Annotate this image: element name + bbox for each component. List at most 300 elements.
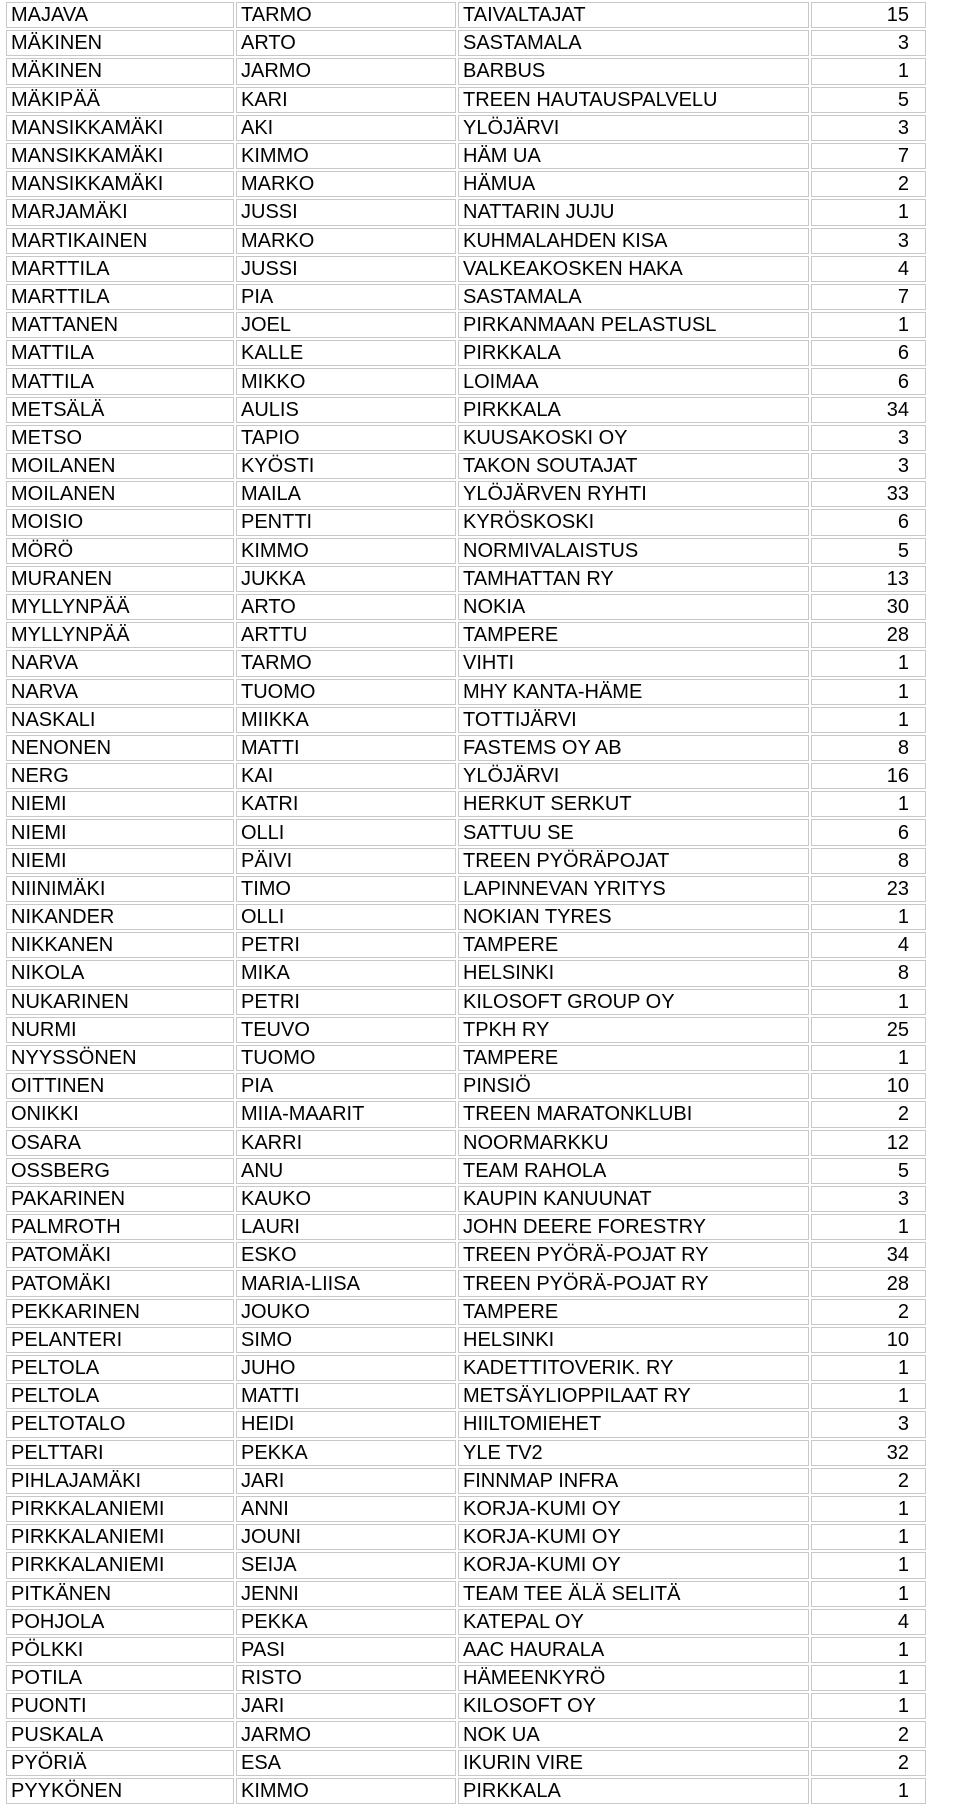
last-name-cell: MANSIKKAMÄKI xyxy=(6,143,234,169)
table-row xyxy=(6,58,926,84)
first-name-cell: PIA xyxy=(236,1073,456,1099)
first-name-cell: PEKKA xyxy=(236,1609,456,1635)
count-cell: 2 xyxy=(811,1101,926,1127)
count-cell: 1 xyxy=(811,58,926,84)
club-cell: LAPINNEVAN YRITYS xyxy=(458,876,809,902)
count-cell: 1 xyxy=(811,1552,926,1578)
count-cell: 6 xyxy=(811,340,926,366)
count-cell: 1 xyxy=(811,1214,926,1240)
last-name-cell: NYYSSÖNEN xyxy=(6,1045,234,1071)
first-name-cell: HEIDI xyxy=(236,1411,456,1437)
count-cell: 1 xyxy=(811,1637,926,1663)
count-cell: 2 xyxy=(811,1468,926,1494)
first-name-cell: PETRI xyxy=(236,932,456,958)
last-name-cell: NIKANDER xyxy=(6,904,234,930)
last-name-cell: MÖRÖ xyxy=(6,538,234,564)
first-name-cell: JARI xyxy=(236,1468,456,1494)
last-name-cell: NERG xyxy=(6,763,234,789)
club-cell: NOKIA xyxy=(458,594,809,620)
last-name-cell: PELANTERI xyxy=(6,1327,234,1353)
count-cell: 1 xyxy=(811,1045,926,1071)
table-row xyxy=(6,256,926,282)
last-name-cell: PITKÄNEN xyxy=(6,1581,234,1607)
club-cell: HÄMUA xyxy=(458,171,809,197)
table-row xyxy=(6,425,926,451)
club-cell: TREEN HAUTAUSPALVELU xyxy=(458,87,809,113)
table-row xyxy=(6,1299,926,1325)
last-name-cell: MÄKINEN xyxy=(6,58,234,84)
table-row xyxy=(6,1017,926,1043)
count-cell: 23 xyxy=(811,876,926,902)
table-row xyxy=(6,1130,926,1156)
count-cell: 28 xyxy=(811,622,926,648)
club-cell: TAMPERE xyxy=(458,1299,809,1325)
club-cell: SASTAMALA xyxy=(458,284,809,310)
first-name-cell: MATTI xyxy=(236,735,456,761)
table-row xyxy=(6,284,926,310)
last-name-cell: NUKARINEN xyxy=(6,989,234,1015)
club-cell: KUHMALAHDEN KISA xyxy=(458,228,809,254)
first-name-cell: JARMO xyxy=(236,1721,456,1747)
table-row xyxy=(6,622,926,648)
first-name-cell: MIIKKA xyxy=(236,707,456,733)
first-name-cell: KAUKO xyxy=(236,1186,456,1212)
last-name-cell: PALMROTH xyxy=(6,1214,234,1240)
last-name-cell: NIINIMÄKI xyxy=(6,876,234,902)
last-name-cell: MATTANEN xyxy=(6,312,234,338)
first-name-cell: TEUVO xyxy=(236,1017,456,1043)
club-cell: TAMPERE xyxy=(458,1045,809,1071)
count-cell: 1 xyxy=(811,1524,926,1550)
count-cell: 28 xyxy=(811,1270,926,1296)
first-name-cell: MIKA xyxy=(236,960,456,986)
last-name-cell: MATTILA xyxy=(6,340,234,366)
table-row xyxy=(6,1552,926,1578)
club-cell: TREEN PYÖRÄPOJAT xyxy=(458,848,809,874)
club-cell: KAUPIN KANUUNAT xyxy=(458,1186,809,1212)
club-cell: NORMIVALAISTUS xyxy=(458,538,809,564)
club-cell: LOIMAA xyxy=(458,368,809,394)
last-name-cell: MARTIKAINEN xyxy=(6,228,234,254)
table-row xyxy=(6,1101,926,1127)
first-name-cell: SIMO xyxy=(236,1327,456,1353)
table-row xyxy=(6,1214,926,1240)
table-row xyxy=(6,2,926,28)
first-name-cell: MARKO xyxy=(236,228,456,254)
first-name-cell: TUOMO xyxy=(236,679,456,705)
club-cell: SATTUU SE xyxy=(458,819,809,845)
last-name-cell: ONIKKI xyxy=(6,1101,234,1127)
table-row xyxy=(6,904,926,930)
club-cell: KORJA-KUMI OY xyxy=(458,1552,809,1578)
club-cell: FINNMAP INFRA xyxy=(458,1468,809,1494)
table-row xyxy=(6,228,926,254)
last-name-cell: PUSKALA xyxy=(6,1721,234,1747)
count-cell: 8 xyxy=(811,735,926,761)
count-cell: 16 xyxy=(811,763,926,789)
first-name-cell: ARTO xyxy=(236,30,456,56)
count-cell: 1 xyxy=(811,1778,926,1804)
last-name-cell: MYLLYNPÄÄ xyxy=(6,594,234,620)
first-name-cell: KIMMO xyxy=(236,143,456,169)
last-name-cell: POTILA xyxy=(6,1665,234,1691)
club-cell: TAMPERE xyxy=(458,932,809,958)
count-cell: 4 xyxy=(811,1609,926,1635)
club-cell: KADETTITOVERIK. RY xyxy=(458,1355,809,1381)
table-row xyxy=(6,481,926,507)
first-name-cell: MIIA-MAARIT xyxy=(236,1101,456,1127)
last-name-cell: PELTTARI xyxy=(6,1440,234,1466)
table-row xyxy=(6,594,926,620)
first-name-cell: ESKO xyxy=(236,1242,456,1268)
last-name-cell: MÄKIPÄÄ xyxy=(6,87,234,113)
table-row xyxy=(6,1609,926,1635)
count-cell: 34 xyxy=(811,1242,926,1268)
club-cell: HÄM UA xyxy=(458,143,809,169)
table-row xyxy=(6,171,926,197)
table-row xyxy=(6,960,926,986)
table-row xyxy=(6,1355,926,1381)
count-cell: 5 xyxy=(811,538,926,564)
count-cell: 3 xyxy=(811,453,926,479)
table-row xyxy=(6,1524,926,1550)
count-cell: 6 xyxy=(811,509,926,535)
club-cell: TAMHATTAN RY xyxy=(458,566,809,592)
first-name-cell: RISTO xyxy=(236,1665,456,1691)
club-cell: SASTAMALA xyxy=(458,30,809,56)
first-name-cell: JUHO xyxy=(236,1355,456,1381)
last-name-cell: NURMI xyxy=(6,1017,234,1043)
table-row xyxy=(6,1411,926,1437)
table-row xyxy=(6,30,926,56)
table-row xyxy=(6,1637,926,1663)
first-name-cell: PIA xyxy=(236,284,456,310)
club-cell: HERKUT SERKUT xyxy=(458,791,809,817)
first-name-cell: JUKKA xyxy=(236,566,456,592)
last-name-cell: OSSBERG xyxy=(6,1158,234,1184)
table-row xyxy=(6,1073,926,1099)
last-name-cell: PÖLKKI xyxy=(6,1637,234,1663)
club-cell: TOTTIJÄRVI xyxy=(458,707,809,733)
table-row xyxy=(6,368,926,394)
first-name-cell: OLLI xyxy=(236,904,456,930)
table-row xyxy=(6,932,926,958)
first-name-cell: JUSSI xyxy=(236,256,456,282)
table-row xyxy=(6,1242,926,1268)
club-cell: KORJA-KUMI OY xyxy=(458,1496,809,1522)
table-row xyxy=(6,679,926,705)
club-cell: TREEN PYÖRÄ-POJAT RY xyxy=(458,1242,809,1268)
club-cell: JOHN DEERE FORESTRY xyxy=(458,1214,809,1240)
last-name-cell: PIRKKALANIEMI xyxy=(6,1552,234,1578)
table-row xyxy=(6,566,926,592)
first-name-cell: TUOMO xyxy=(236,1045,456,1071)
last-name-cell: NIKOLA xyxy=(6,960,234,986)
club-cell: METSÄYLIOPPILAAT RY xyxy=(458,1383,809,1409)
table-row xyxy=(6,453,926,479)
last-name-cell: OITTINEN xyxy=(6,1073,234,1099)
club-cell: YLÖJÄRVI xyxy=(458,763,809,789)
last-name-cell: PEKKARINEN xyxy=(6,1299,234,1325)
last-name-cell: MÄKINEN xyxy=(6,30,234,56)
count-cell: 25 xyxy=(811,1017,926,1043)
table-row xyxy=(6,791,926,817)
last-name-cell: MARTTILA xyxy=(6,256,234,282)
last-name-cell: NIEMI xyxy=(6,791,234,817)
club-cell: TREEN PYÖRÄ-POJAT RY xyxy=(458,1270,809,1296)
club-cell: IKURIN VIRE xyxy=(458,1750,809,1776)
table-row xyxy=(6,87,926,113)
club-cell: TEAM RAHOLA xyxy=(458,1158,809,1184)
last-name-cell: OSARA xyxy=(6,1130,234,1156)
first-name-cell: PÄIVI xyxy=(236,848,456,874)
last-name-cell: PUONTI xyxy=(6,1693,234,1719)
last-name-cell: NARVA xyxy=(6,650,234,676)
first-name-cell: PASI xyxy=(236,1637,456,1663)
first-name-cell: MARKO xyxy=(236,171,456,197)
last-name-cell: PIRKKALANIEMI xyxy=(6,1524,234,1550)
club-cell: HIILTOMIEHET xyxy=(458,1411,809,1437)
first-name-cell: KALLE xyxy=(236,340,456,366)
count-cell: 2 xyxy=(811,171,926,197)
last-name-cell: MARTTILA xyxy=(6,284,234,310)
last-name-cell: MATTILA xyxy=(6,368,234,394)
last-name-cell: PATOMÄKI xyxy=(6,1242,234,1268)
last-name-cell: NASKALI xyxy=(6,707,234,733)
table-row xyxy=(6,340,926,366)
club-cell: TPKH RY xyxy=(458,1017,809,1043)
count-cell: 3 xyxy=(811,30,926,56)
count-cell: 7 xyxy=(811,143,926,169)
count-cell: 1 xyxy=(811,1496,926,1522)
club-cell: NOK UA xyxy=(458,1721,809,1747)
count-cell: 32 xyxy=(811,1440,926,1466)
first-name-cell: ESA xyxy=(236,1750,456,1776)
last-name-cell: NIKKANEN xyxy=(6,932,234,958)
table-row xyxy=(6,397,926,423)
table-row xyxy=(6,1750,926,1776)
count-cell: 1 xyxy=(811,707,926,733)
table-row xyxy=(6,1693,926,1719)
count-cell: 10 xyxy=(811,1327,926,1353)
first-name-cell: MARIA-LIISA xyxy=(236,1270,456,1296)
first-name-cell: MAILA xyxy=(236,481,456,507)
table-row xyxy=(6,1581,926,1607)
table-row xyxy=(6,115,926,141)
club-cell: TAIVALTAJAT xyxy=(458,2,809,28)
count-cell: 3 xyxy=(811,1411,926,1437)
club-cell: MHY KANTA-HÄME xyxy=(458,679,809,705)
club-cell: TEAM TEE ÄLÄ SELITÄ xyxy=(458,1581,809,1607)
table-row xyxy=(6,199,926,225)
first-name-cell: AULIS xyxy=(236,397,456,423)
count-cell: 6 xyxy=(811,368,926,394)
first-name-cell: KARI xyxy=(236,87,456,113)
first-name-cell: JOUNI xyxy=(236,1524,456,1550)
first-name-cell: LAURI xyxy=(236,1214,456,1240)
first-name-cell: KIMMO xyxy=(236,1778,456,1804)
count-cell: 1 xyxy=(811,904,926,930)
count-cell: 5 xyxy=(811,1158,926,1184)
table-row xyxy=(6,1270,926,1296)
count-cell: 1 xyxy=(811,679,926,705)
table-row xyxy=(6,538,926,564)
club-cell: BARBUS xyxy=(458,58,809,84)
first-name-cell: AKI xyxy=(236,115,456,141)
count-cell: 1 xyxy=(811,199,926,225)
table-row xyxy=(6,1045,926,1071)
last-name-cell: PELTOLA xyxy=(6,1383,234,1409)
last-name-cell: PIRKKALANIEMI xyxy=(6,1496,234,1522)
count-cell: 8 xyxy=(811,848,926,874)
table-row xyxy=(6,735,926,761)
last-name-cell: PATOMÄKI xyxy=(6,1270,234,1296)
table-row xyxy=(6,1468,926,1494)
table-row xyxy=(6,989,926,1015)
first-name-cell: KYÖSTI xyxy=(236,453,456,479)
table-row xyxy=(6,876,926,902)
club-cell: HELSINKI xyxy=(458,1327,809,1353)
count-cell: 1 xyxy=(811,1383,926,1409)
club-cell: AAC HAURALA xyxy=(458,1637,809,1663)
club-cell: TREEN MARATONKLUBI xyxy=(458,1101,809,1127)
count-cell: 1 xyxy=(811,791,926,817)
table-row xyxy=(6,143,926,169)
club-cell: VIHTI xyxy=(458,650,809,676)
last-name-cell: MOILANEN xyxy=(6,453,234,479)
count-cell: 3 xyxy=(811,115,926,141)
first-name-cell: KARRI xyxy=(236,1130,456,1156)
first-name-cell: OLLI xyxy=(236,819,456,845)
count-cell: 8 xyxy=(811,960,926,986)
first-name-cell: PETRI xyxy=(236,989,456,1015)
first-name-cell: ANNI xyxy=(236,1496,456,1522)
last-name-cell: MOILANEN xyxy=(6,481,234,507)
last-name-cell: PAKARINEN xyxy=(6,1186,234,1212)
first-name-cell: TARMO xyxy=(236,2,456,28)
last-name-cell: MOISIO xyxy=(6,509,234,535)
last-name-cell: NENONEN xyxy=(6,735,234,761)
last-name-cell: POHJOLA xyxy=(6,1609,234,1635)
first-name-cell: ARTO xyxy=(236,594,456,620)
club-cell: PINSIÖ xyxy=(458,1073,809,1099)
table-row xyxy=(6,1383,926,1409)
last-name-cell: METSO xyxy=(6,425,234,451)
last-name-cell: METSÄLÄ xyxy=(6,397,234,423)
table-row xyxy=(6,312,926,338)
first-name-cell: JARI xyxy=(236,1693,456,1719)
club-cell: PIRKANMAAN PELASTUSL xyxy=(458,312,809,338)
club-cell: KILOSOFT OY xyxy=(458,1693,809,1719)
club-cell: PIRKKALA xyxy=(458,1778,809,1804)
last-name-cell: MYLLYNPÄÄ xyxy=(6,622,234,648)
table-row xyxy=(6,1778,926,1804)
count-cell: 13 xyxy=(811,566,926,592)
table-row xyxy=(6,763,926,789)
last-name-cell: PYYKÖNEN xyxy=(6,1778,234,1804)
club-cell: YLÖJÄRVEN RYHTI xyxy=(458,481,809,507)
count-cell: 1 xyxy=(811,1355,926,1381)
club-cell: TAMPERE xyxy=(458,622,809,648)
first-name-cell: TIMO xyxy=(236,876,456,902)
first-name-cell: MIKKO xyxy=(236,368,456,394)
table-row xyxy=(6,707,926,733)
club-cell: KILOSOFT GROUP OY xyxy=(458,989,809,1015)
first-name-cell: PENTTI xyxy=(236,509,456,535)
club-cell: NATTARIN JUJU xyxy=(458,199,809,225)
last-name-cell: MANSIKKAMÄKI xyxy=(6,115,234,141)
last-name-cell: PELTOTALO xyxy=(6,1411,234,1437)
table-row xyxy=(6,848,926,874)
club-cell: NOKIAN TYRES xyxy=(458,904,809,930)
count-cell: 3 xyxy=(811,1186,926,1212)
club-cell: PIRKKALA xyxy=(458,397,809,423)
club-cell: FASTEMS OY AB xyxy=(458,735,809,761)
club-cell: PIRKKALA xyxy=(458,340,809,366)
first-name-cell: ARTTU xyxy=(236,622,456,648)
table-row xyxy=(6,1721,926,1747)
club-cell: KORJA-KUMI OY xyxy=(458,1524,809,1550)
results-sheet xyxy=(4,0,960,1806)
first-name-cell: ANU xyxy=(236,1158,456,1184)
count-cell: 1 xyxy=(811,1693,926,1719)
club-cell: KUUSAKOSKI OY xyxy=(458,425,809,451)
count-cell: 1 xyxy=(811,989,926,1015)
table-row xyxy=(6,1440,926,1466)
club-cell: NOORMARKKU xyxy=(458,1130,809,1156)
count-cell: 2 xyxy=(811,1721,926,1747)
count-cell: 1 xyxy=(811,1665,926,1691)
club-cell: YLE TV2 xyxy=(458,1440,809,1466)
table-row xyxy=(6,819,926,845)
count-cell: 2 xyxy=(811,1299,926,1325)
last-name-cell: MAJAVA xyxy=(6,2,234,28)
table-row xyxy=(6,1186,926,1212)
last-name-cell: NIEMI xyxy=(6,848,234,874)
first-name-cell: SEIJA xyxy=(236,1552,456,1578)
count-cell: 4 xyxy=(811,256,926,282)
count-cell: 1 xyxy=(811,650,926,676)
first-name-cell: JOEL xyxy=(236,312,456,338)
first-name-cell: TAPIO xyxy=(236,425,456,451)
club-cell: KYRÖSKOSKI xyxy=(458,509,809,535)
last-name-cell: PYÖRIÄ xyxy=(6,1750,234,1776)
first-name-cell: JUSSI xyxy=(236,199,456,225)
participants-table-body xyxy=(6,2,926,1804)
first-name-cell: JARMO xyxy=(236,58,456,84)
count-cell: 12 xyxy=(811,1130,926,1156)
count-cell: 7 xyxy=(811,284,926,310)
first-name-cell: MATTI xyxy=(236,1383,456,1409)
count-cell: 5 xyxy=(811,87,926,113)
table-row xyxy=(6,1496,926,1522)
count-cell: 6 xyxy=(811,819,926,845)
last-name-cell: MANSIKKAMÄKI xyxy=(6,171,234,197)
table-row xyxy=(6,650,926,676)
table-row xyxy=(6,509,926,535)
first-name-cell: JOUKO xyxy=(236,1299,456,1325)
first-name-cell: KATRI xyxy=(236,791,456,817)
last-name-cell: MURANEN xyxy=(6,566,234,592)
last-name-cell: NARVA xyxy=(6,679,234,705)
last-name-cell: NIEMI xyxy=(6,819,234,845)
count-cell: 4 xyxy=(811,932,926,958)
table-row xyxy=(6,1327,926,1353)
club-cell: HELSINKI xyxy=(458,960,809,986)
first-name-cell: KAI xyxy=(236,763,456,789)
last-name-cell: PIHLAJAMÄKI xyxy=(6,1468,234,1494)
count-cell: 2 xyxy=(811,1750,926,1776)
